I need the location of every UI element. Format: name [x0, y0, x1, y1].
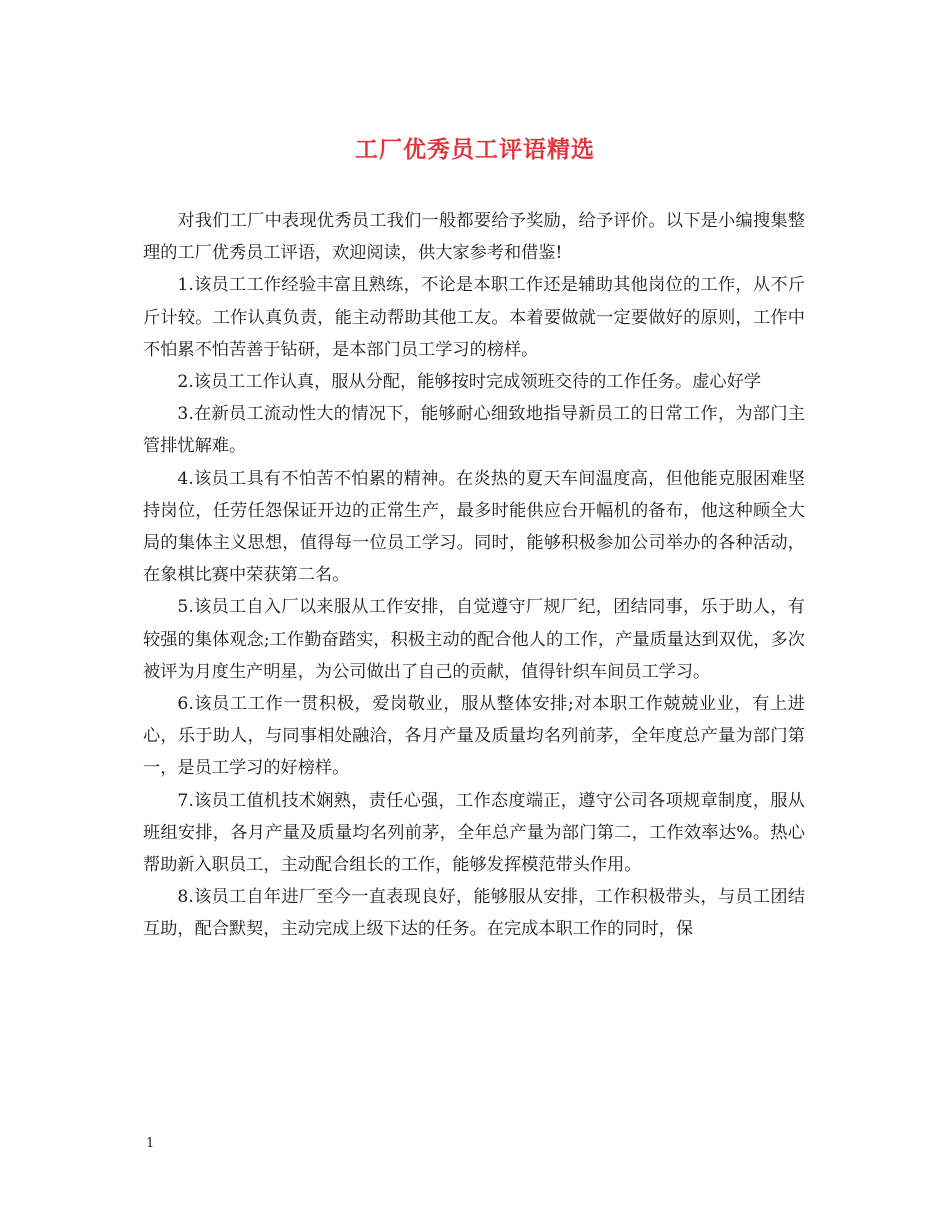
- paragraph-comment-5: 5.该员工自入厂以来服从工作安排，自觉遵守厂规厂纪，团结同事，乐于助人，有较强的集体观念;工作勤奋踏实，积极主动的配合他人的工作，产量质量达到双优，多次被评为月度生产明星，为公司做出了自己的贡献，值得针织车间员工学习。: [143, 597, 805, 682]
- paragraph-comment-3: 3.在新员工流动性大的情况下，能够耐心细致地指导新员工的日常工作，为部门主管排忧解难。: [143, 404, 805, 457]
- document-body: [143, 205, 805, 946]
- paragraph-comment-8: 8.该员工自年进厂至今一直表现良好，能够服从安排，工作积极带头，与员工团结互助，配合默契，主动完成上级下达的任务。在完成本职工作的同时，保: [143, 887, 805, 940]
- paragraph-intro: 对我们工厂中表现优秀员工我们一般都要给予奖励，给予评价。以下是小编搜集整理的工厂优秀员工评语，欢迎阅读，供大家参考和借鉴!: [143, 211, 805, 264]
- paragraph-comment-6: 6.该员工工作一贯积极，爱岗敬业，服从整体安排;对本职工作兢兢业业，有上进心，乐于助人，与同事相处融洽，各月产量及质量均名列前茅，全年度总产量为部门第一，是员工学习的好榜样。: [143, 694, 805, 779]
- page-number: 1: [146, 1136, 155, 1151]
- paragraph-comment-7: 7.该员工值机技术娴熟，责任心强，工作态度端正，遵守公司各项规章制度，服从班组安排，各月产量及质量均名列前茅，全年总产量为部门第二，工作效率达%。热心帮助新入职员工，主动配合组长的工作，能够发挥模范带头作用。: [143, 790, 805, 876]
- paragraph-comment-1: 1.该员工工作经验丰富且熟练，不论是本职工作还是辅助其他岗位的工作，从不斤斤计较。工作认真负责，能主动帮助其他工友。本着要做就一定要做好的原则，工作中不怕累不怕苦善于钻研，是本部门员工学习的榜样。: [143, 275, 805, 360]
- paragraph-comment-2: 2.该员工工作认真，服从分配，能够按时完成领班交待的工作任务。虚心好学: [177, 372, 761, 393]
- paragraph-comment-4: 4.该员工具有不怕苦不怕累的精神。在炎热的夏天车间温度高，但他能克服困难坚持岗位，任劳任怨保证开边的正常生产，最多时能供应台开幅机的备布，他这种顾全大局的集体主义思想，值得每一位员工学习。同时，能够积极参加公司举办的各种活动，在象棋比赛中荣获第二名。: [143, 468, 805, 586]
- page-title: 工厂优秀员工评语精选: [355, 137, 595, 163]
